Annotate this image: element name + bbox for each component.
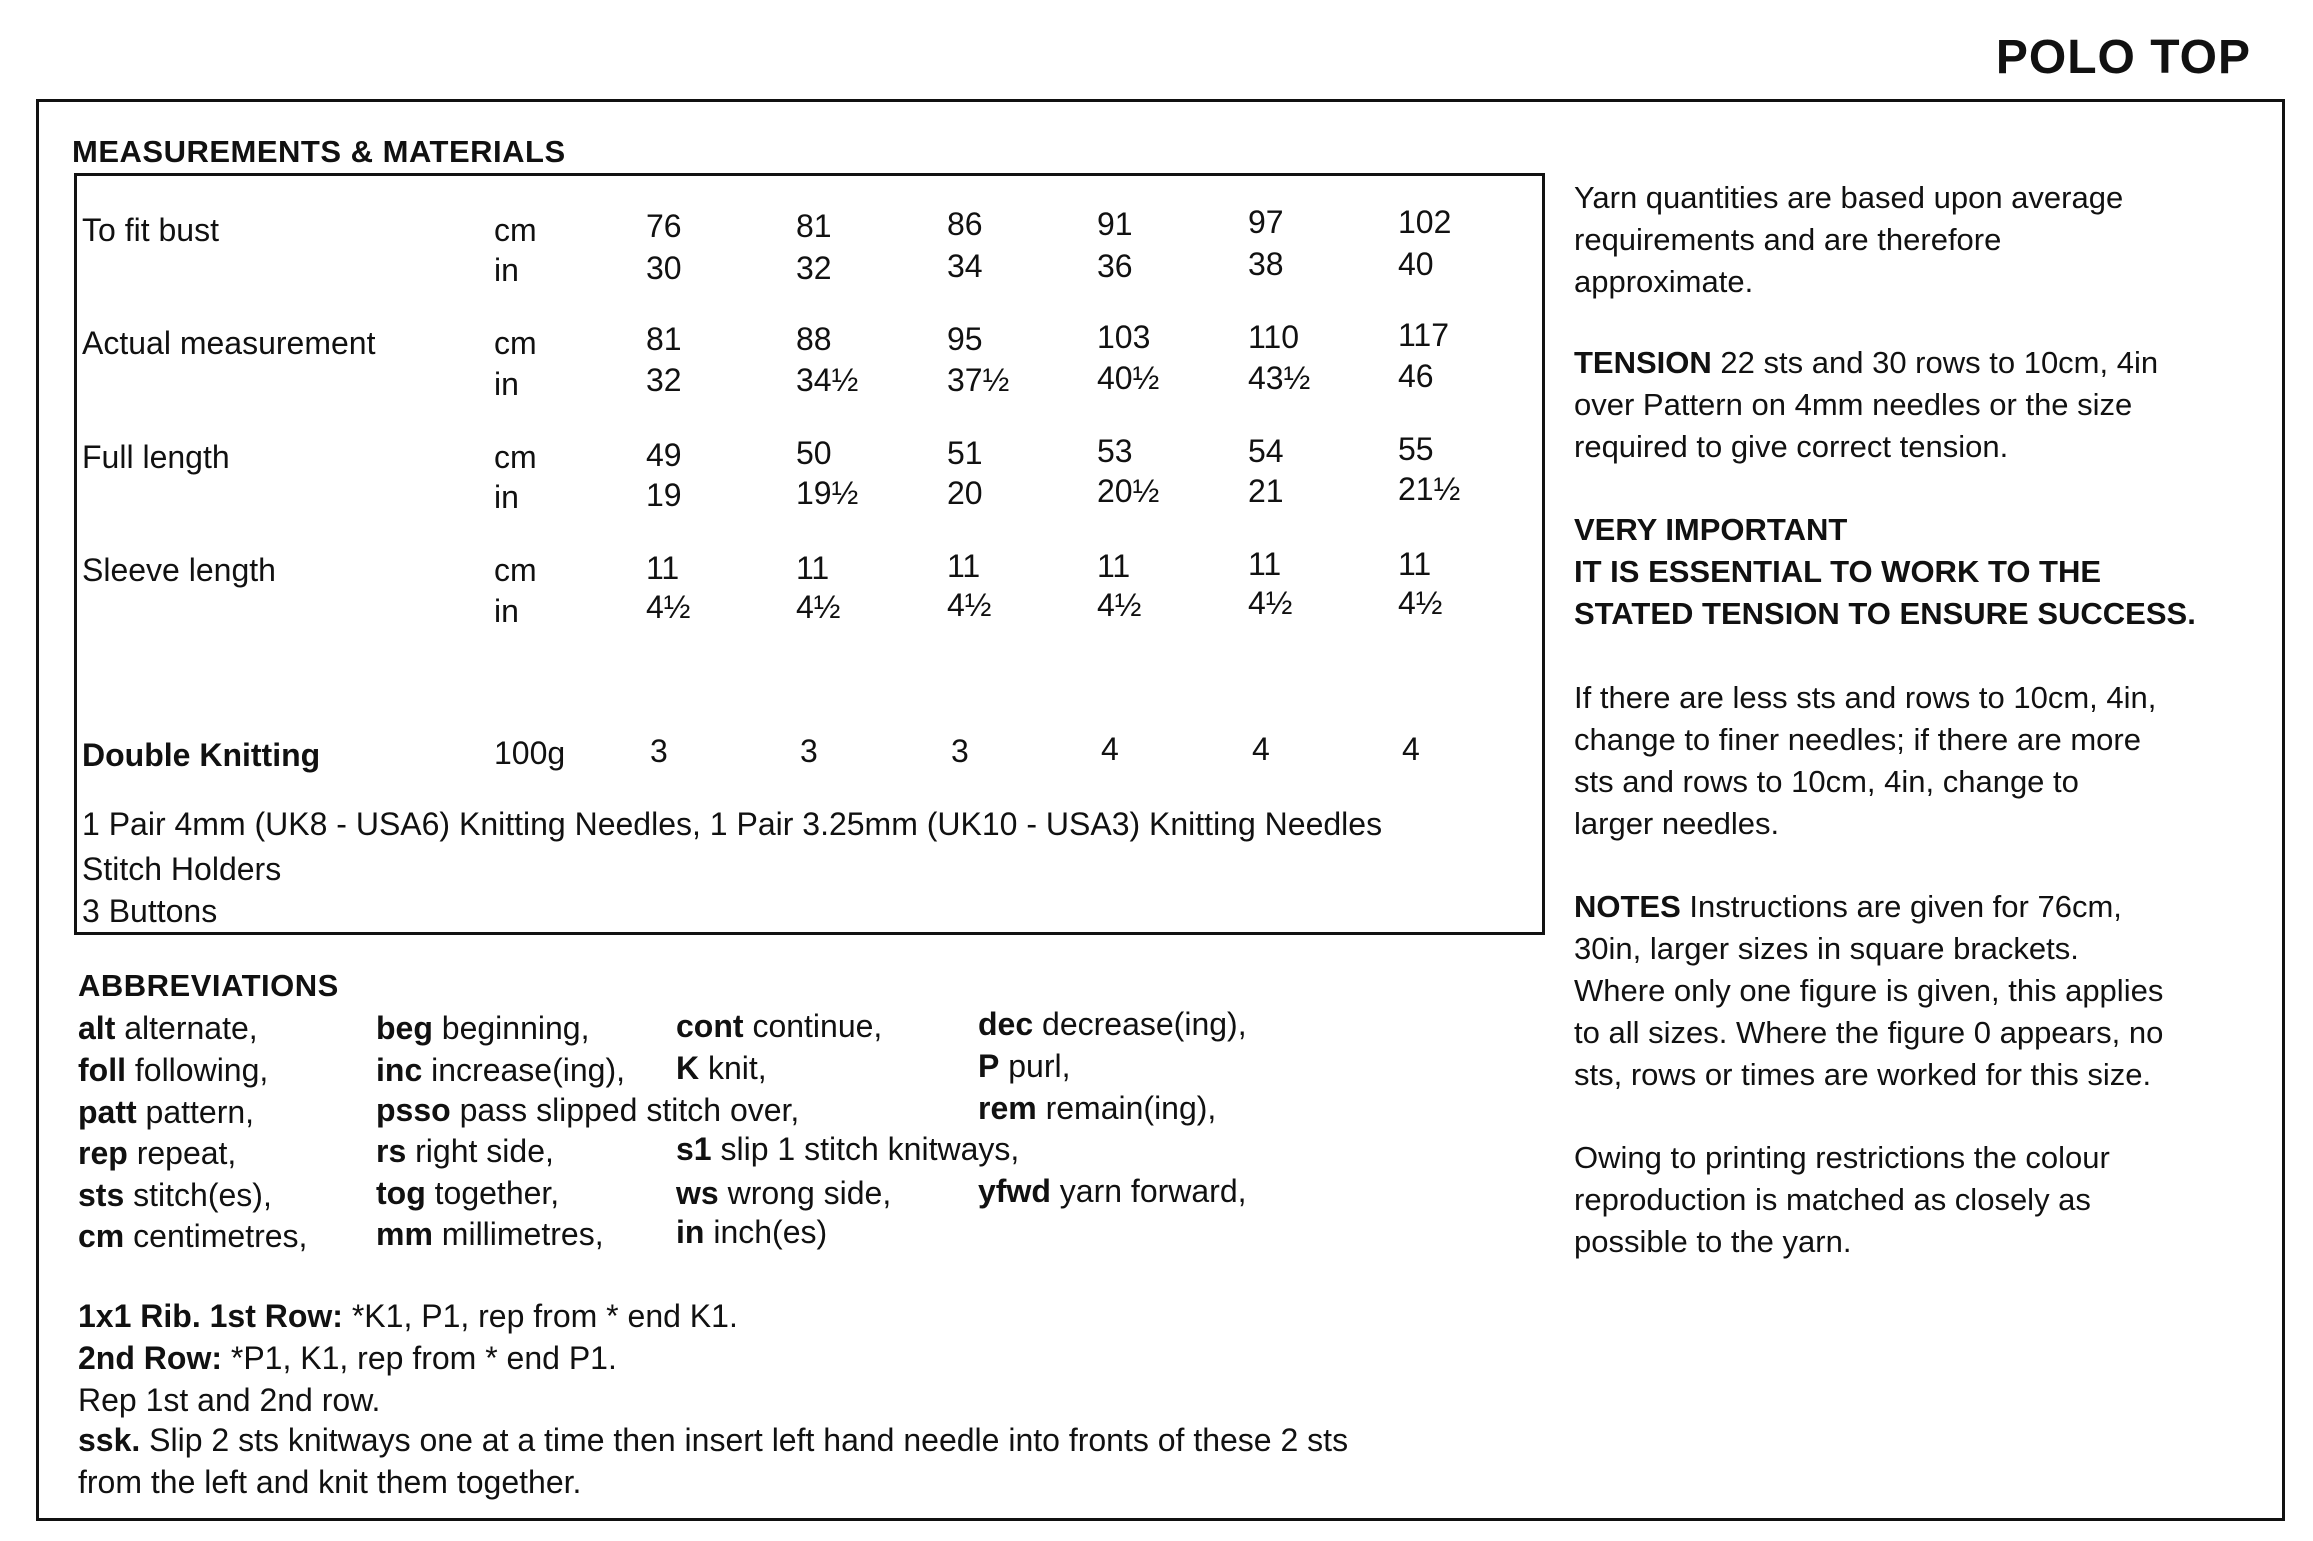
abbr-meaning: remain(ing), [1045,1090,1217,1126]
abbr-meaning: wrong side, [727,1175,892,1211]
note-line: Owing to printing restrictions the colour [1574,1140,2110,1175]
abbr-term: alt [78,1010,116,1046]
abbr-meaning: pass slipped stitch over, [459,1092,800,1128]
abbreviation [78,1135,236,1172]
value-cell: 95 [947,321,983,357]
value-cell: 11 [1398,546,1432,582]
abbreviation [78,1010,258,1047]
abbr-meaning: right side, [415,1133,554,1169]
value-cell: 50 [796,435,832,471]
rib-row-1-text: *K1, P1, rep from * end K1. [351,1298,738,1334]
abbreviation [376,1133,554,1170]
abbreviation [376,1175,559,1212]
unit-cm: cm [494,325,537,361]
value-cell: 34 [947,248,983,284]
rib-row-2-text: *P1, K1, rep from * end P1. [230,1340,617,1376]
abbreviation [676,1214,827,1251]
rib-row-1 [78,1298,738,1335]
abbr-term: cont [676,1008,744,1044]
yarn-qty: 4 [1252,731,1270,767]
value-cell: 51 [947,435,983,471]
abbr-meaning: millimetres, [441,1216,604,1252]
row-label: Full length [82,439,230,475]
value-cell: 19½ [796,475,859,511]
abbr-term: foll [78,1052,126,1088]
abbreviation [376,1010,589,1047]
rib-repeat: Rep 1st and 2nd row. [78,1382,381,1418]
abbreviations-heading: ABBREVIATIONS [78,968,339,1003]
abbr-term: in [676,1214,705,1250]
abbr-meaning: beginning, [441,1010,590,1046]
abbr-term: patt [78,1094,137,1130]
value-cell: 4½ [947,587,992,623]
value-cell: 4½ [796,589,841,625]
abbreviation [676,1050,767,1087]
unit-in: in [494,252,519,288]
value-cell: 43½ [1248,360,1311,396]
unit-cm: cm [494,439,537,475]
unit-cm: cm [494,212,537,248]
note-line: STATED TENSION TO ENSURE SUCCESS. [1574,596,2196,631]
note-line: If there are less sts and rows to 10cm, 4in, [1574,680,2157,715]
value-cell: 37½ [947,362,1010,398]
value-cell: 38 [1248,246,1284,282]
value-cell: 11 [1248,546,1282,582]
page-title: POLO TOP [1995,31,2251,84]
abbr-meaning: inch(es) [713,1214,828,1250]
abbr-term: inc [376,1052,423,1088]
tension-label: TENSION [1574,345,1712,380]
row-label: Sleeve length [82,552,276,588]
ssk-label: ssk. [78,1422,141,1458]
abbr-meaning: following, [134,1052,269,1088]
note-line: larger needles. [1574,806,1780,841]
important-note [1574,509,2274,635]
note-line: sts, rows or times are worked for this size. [1574,1057,2152,1092]
abbr-meaning: alternate, [124,1010,258,1046]
note-line: requirements and are therefore [1574,222,2002,257]
value-cell: 88 [796,321,832,357]
value-cell: 76 [646,208,682,244]
abbreviation [78,1177,272,1214]
tension-note [1574,342,2274,468]
materials-line: 3 Buttons [82,893,218,929]
value-cell: 97 [1248,204,1284,240]
value-cell: 81 [646,321,682,357]
materials-line: Stitch Holders [82,851,282,887]
abbreviation [676,1008,882,1045]
abbreviation [376,1092,799,1129]
value-cell: 40½ [1097,360,1160,396]
measurements-heading: MEASUREMENTS & MATERIALS [72,134,566,169]
abbreviation [978,1048,1070,1085]
yarn-qty: 3 [800,733,818,769]
value-cell: 4½ [1398,585,1443,621]
abbreviation [978,1173,1247,1210]
rib-row-2-label: 2nd Row: [78,1340,222,1376]
rib-row-1-label: 1x1 Rib. 1st Row: [78,1298,343,1334]
value-cell: 46 [1398,358,1434,394]
note-line: change to finer needles; if there are more [1574,722,2141,757]
value-cell: 36 [1097,248,1133,284]
abbr-term: rep [78,1135,128,1171]
value-cell: 110 [1248,319,1300,355]
note-line: required to give correct tension. [1574,429,2009,464]
value-cell: 4½ [1248,585,1293,621]
ssk-instruction [78,1422,1348,1459]
yarn-qty: 4 [1101,731,1119,767]
abbr-term: psso [376,1092,451,1128]
ssk-text: Slip 2 sts knitways one at a time then insert left hand needle into fronts of these 2 sts [149,1422,1349,1458]
note-line: approximate. [1574,264,1754,299]
value-cell: 4½ [646,589,691,625]
value-cell: 54 [1248,433,1284,469]
abbr-term: sts [78,1177,125,1213]
value-cell: 21 [1248,473,1284,509]
rib-row-2 [78,1340,617,1377]
note-line: VERY IMPORTANT [1574,512,1848,547]
note-line: Where only one figure is given, this applies [1574,973,2164,1008]
value-cell: 4½ [1097,587,1142,623]
note-line: to all sizes. Where the figure 0 appears, no [1574,1015,2164,1050]
value-cell: 81 [796,208,832,244]
value-cell: 102 [1398,204,1452,240]
value-cell: 34½ [796,362,859,398]
notes-section [1574,886,2274,1096]
abbr-term: beg [376,1010,433,1046]
value-cell: 11 [796,550,830,586]
note-line [1574,342,2274,384]
value-cell: 103 [1097,319,1151,355]
abbr-term: ws [676,1175,719,1211]
abbr-term: s1 [676,1131,712,1167]
abbr-term: P [978,1048,1000,1084]
abbr-meaning: yarn forward, [1059,1173,1247,1209]
abbr-meaning: increase(ing), [431,1052,625,1088]
colour-note [1574,1137,2274,1263]
abbr-meaning: decrease(ing), [1042,1006,1247,1042]
abbreviation [78,1218,307,1255]
row-label: To fit bust [82,212,219,248]
abbr-term: K [676,1050,700,1086]
value-cell: 117 [1398,317,1450,353]
abbreviation [78,1094,254,1131]
value-cell: 30 [646,250,682,286]
abbreviation [676,1175,891,1212]
abbreviation [376,1052,625,1089]
abbr-term: tog [376,1175,426,1211]
note-line: sts and rows to 10cm, 4in, change to [1574,764,2079,799]
note-line: over Pattern on 4mm needles or the size [1574,387,2133,422]
abbr-meaning: together, [434,1175,560,1211]
value-cell: 49 [646,437,682,473]
abbr-term: yfwd [978,1173,1051,1209]
yarn-qty: 4 [1402,731,1420,767]
value-cell: 32 [646,362,682,398]
yarn-qty: 3 [951,733,969,769]
value-cell: 32 [796,250,832,286]
row-label: Actual measurement [82,325,376,361]
note-line: Yarn quantities are based upon average [1574,180,2124,215]
yarn-label: Double Knitting [82,737,321,773]
ssk-instruction-cont: from the left and knit them together. [78,1464,582,1500]
abbr-meaning: knit, [708,1050,767,1086]
note-line: IT IS ESSENTIAL TO WORK TO THE [1574,554,2102,589]
abbreviation [78,1052,268,1089]
value-cell: 11 [1097,548,1131,584]
abbr-meaning: slip 1 stitch knitways, [720,1131,1020,1167]
note-line [1574,886,2274,928]
value-cell: 86 [947,206,983,242]
note-line: 30in, larger sizes in square brackets. [1574,931,2079,966]
abbreviation [376,1216,604,1253]
unit-in: in [494,366,519,402]
yarn-unit: 100g [494,735,566,771]
value-cell: 55 [1398,431,1434,467]
abbreviation [978,1090,1216,1127]
yarn-quantity-note [1574,177,2274,303]
unit-in: in [494,479,519,515]
note-line: reproduction is matched as closely as [1574,1182,2091,1217]
abbr-meaning: pattern, [145,1094,255,1130]
value-cell: 91 [1097,206,1133,242]
abbr-meaning: continue, [752,1008,883,1044]
value-cell: 11 [646,550,680,586]
value-cell: 40 [1398,246,1434,282]
value-cell: 20 [947,475,983,511]
abbr-meaning: stitch(es), [133,1177,272,1213]
abbr-term: rs [376,1133,407,1169]
abbr-term: dec [978,1006,1034,1042]
abbr-meaning: repeat, [136,1135,237,1171]
notes-label: NOTES [1574,889,1681,924]
notes-text: Instructions are given for 76cm, [1689,889,2122,924]
value-cell: 19 [646,477,682,513]
unit-in: in [494,593,519,629]
tension-text: 22 sts and 30 rows to 10cm, 4in [1720,345,2159,380]
needle-adjust-note [1574,677,2274,845]
abbreviation [676,1131,1019,1168]
abbreviation [978,1006,1247,1043]
materials-line: 1 Pair 4mm (UK8 - USA6) Knitting Needles, 1 Pair 3.25mm (UK10 - USA3) Knitting Needles [82,806,1383,842]
yarn-qty: 3 [650,733,668,769]
value-cell: 20½ [1097,473,1160,509]
abbr-meaning: centimetres, [133,1218,308,1254]
unit-cm: cm [494,552,537,588]
abbr-term: mm [376,1216,433,1252]
value-cell: 53 [1097,433,1133,469]
note-line: possible to the yarn. [1574,1224,1852,1259]
abbr-term: cm [78,1218,125,1254]
abbr-term: rem [978,1090,1037,1126]
value-cell: 21½ [1398,471,1461,507]
abbr-meaning: purl, [1008,1048,1071,1084]
value-cell: 11 [947,548,981,584]
